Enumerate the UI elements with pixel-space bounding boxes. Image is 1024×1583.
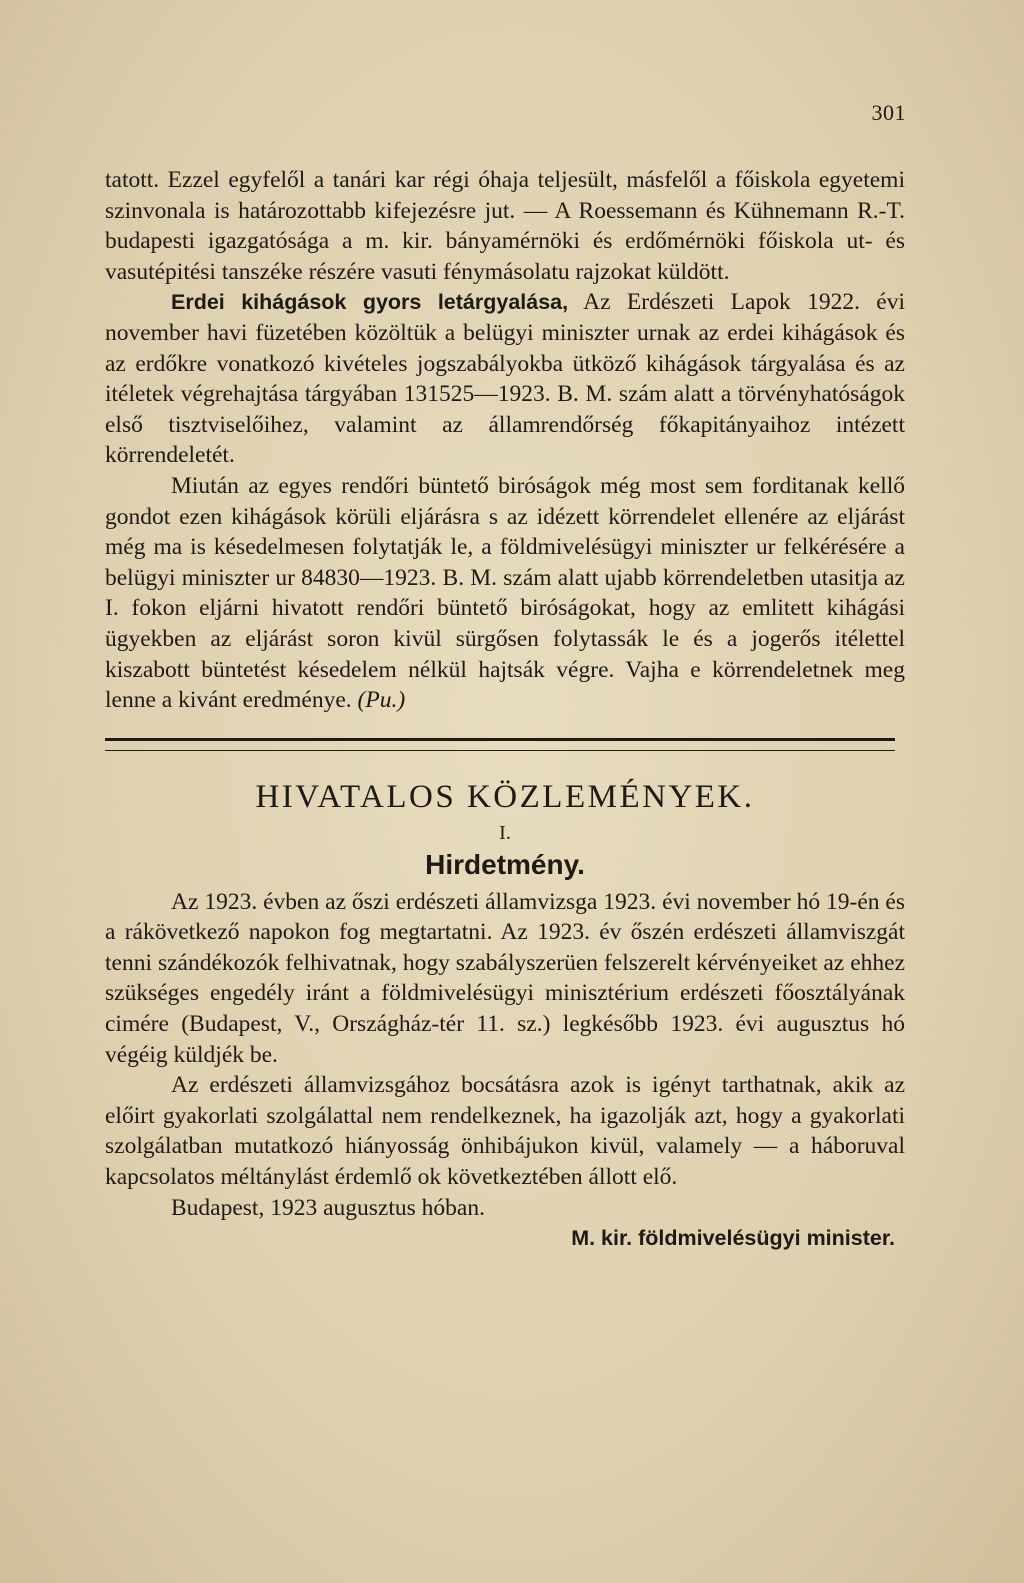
section-divider	[105, 738, 895, 751]
notice-numeral: I.	[499, 821, 511, 844]
article-heading: Erdei kihágások gyors letárgyalása,	[171, 290, 569, 315]
article-paragraph	[105, 287, 905, 471]
notice-paragraph-1: Az 1923. évben az őszi erdészeti államvizsga 1923. évi november hó 19-én és a rákövetkező napokon fog megtartatni. Az 1923. év őszén erdészeti államviszgát tenni szándékozók felhivatnak, hogy szabályszerüen felszerelt kérvényeiket az ehhez szükséges engedély iránt a földmivelésügyi minisztérium erdészeti főosztályának cimére (Budapest, V., Országház-tér 11. sz.) legkésőbb 1923. évi augusztus hó végéig küldjék be.	[105, 888, 905, 1068]
notice-signature: M. kir. földmivelésügyi minister.	[571, 1226, 895, 1251]
article-author: (Pu.)	[357, 687, 406, 714]
article-continuation: tatott. Ezzel egyfelől a tanári kar régi óhaja teljesült, másfelől a főiskola egyetemi szinvonala is határozottabb kifejezésre jut. — A Roessemann és Kühnemann R.-T. budapesti igazgatósága a m. kir. bányamérnöki és erdőmérnöki főiskola ut- és vasutépitési tanszéke részére vasuti fénymásolatu rajzokat küldött.	[105, 167, 905, 285]
page-content	[105, 165, 905, 1254]
notice-heading: Hirdetmény.	[425, 848, 585, 880]
section-title: HIVATALOS KÖZLEMÉNYEK.	[255, 778, 755, 815]
article-paragraph-text: Az Erdészeti Lapok 1922. évi november havi füzetében közöltük a belügyi miniszter urnak az erdei kihágások és az erdőkre vonatkozó kivételes jogszabályokba ütköző kihágások tárgyalása és az itéletek végrehajtása tárgyában 131525—1923. B. M. szám alatt a törvényhatóságok első tisztviselőihez, valamint az államrendőrség főkapitányaihoz intézett körrendeletét.	[105, 289, 905, 469]
notice-paragraph-2: Az erdészeti államvizsgához bocsátásra azok is igényt tarthatnak, akik az előirt gyakorlati szolgálattal nem rendelkeznek, ha igazolják azt, hogy a gyakorlati szolgálatban mutatkozó hiányosság önhibájukon kivül, valamely — a háboruval kapcsolatos méltánylást érdemlő ok következtében állott elő.	[105, 1072, 905, 1191]
article-paragraph-2	[105, 471, 905, 716]
article-paragraph-2-text: Miután az egyes rendőri büntető biróságok még most sem forditanak kellő gondot ezen kihágások körüli eljárásra s az idézett körrendelet ellenére az eljárást még ma is késedelmesen folytatják le, a földmivelésügyi miniszter ur felkérésére a belügyi miniszter ur 84830—1923. B. M. szám alatt ujabb körrendeletben utasitja az I. fokon eljárni hivatott rendőri büntető biróságokat, hogy az emlitett kihágási ügyekben az eljárást soron kivül sürgősen folytassák le és a jogerős itélettel kiszabott büntetést késedelem nélkül hajtsák végre. Vajha e körrendeletnek meg lenne a kivánt eredménye.	[105, 472, 905, 714]
page-number: 301	[871, 100, 906, 125]
notice-place-date: Budapest, 1923 augusztus hóban.	[171, 1194, 485, 1221]
